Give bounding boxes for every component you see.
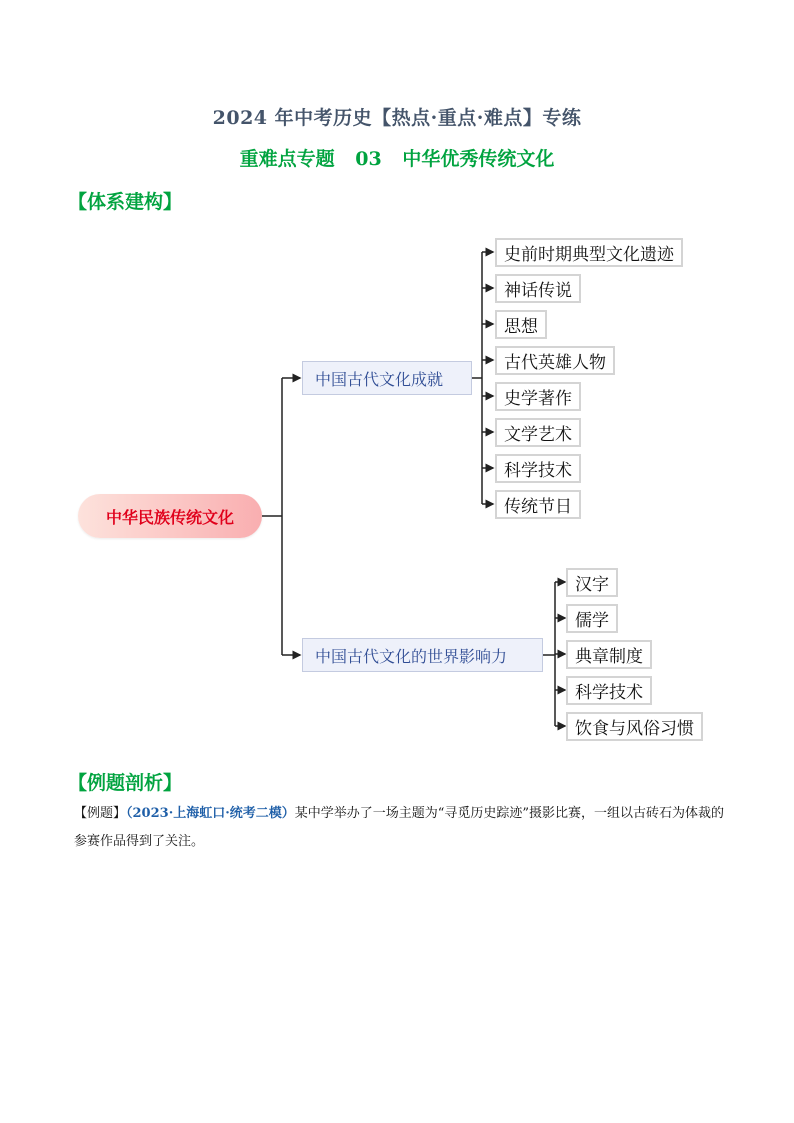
mindmap-leaf: 史前时期典型文化遗迹 bbox=[495, 238, 683, 267]
section-heading-structure: 【体系建构】 bbox=[68, 191, 183, 213]
mindmap-root-node: 中华民族传统文化 bbox=[78, 494, 262, 538]
mindmap-branch-achievements: 中国古代文化成就 bbox=[302, 361, 472, 395]
example-paragraph bbox=[74, 800, 734, 856]
mindmap-leaf: 饮食与风俗习惯 bbox=[566, 712, 703, 741]
mindmap-leaf: 儒学 bbox=[566, 604, 618, 633]
topic-subtitle: 重难点专题 03 中华优秀传统文化 bbox=[239, 148, 555, 170]
section-heading-examples: 【例题剖析】 bbox=[68, 772, 183, 794]
mindmap-leaf: 科学技术 bbox=[566, 676, 652, 705]
mindmap-leaf: 科学技术 bbox=[495, 454, 581, 483]
mindmap-leaf: 史学著作 bbox=[495, 382, 581, 411]
example-tag: 【例题】 bbox=[74, 806, 127, 821]
example-text: 某中学举办了一场主题为“寻觅历史踪迹”摄影比赛，一组以古砖石为体裁的参赛作品得到了关注。 bbox=[74, 806, 725, 849]
mindmap-branch-world-influence: 中国古代文化的世界影响力 bbox=[302, 638, 543, 672]
mindmap-leaf: 汉字 bbox=[566, 568, 618, 597]
example-source: （2023·上海虹口·统考二模） bbox=[126, 806, 295, 821]
mindmap-leaf: 思想 bbox=[495, 310, 547, 339]
document-title: 2024 年中考历史【热点·重点·难点】专练 bbox=[212, 107, 582, 129]
mindmap-leaf: 传统节日 bbox=[495, 490, 581, 519]
mindmap-leaf: 文学艺术 bbox=[495, 418, 581, 447]
mindmap-leaf: 古代英雄人物 bbox=[495, 346, 615, 375]
mindmap-leaf: 神话传说 bbox=[495, 274, 581, 303]
mindmap-leaf: 典章制度 bbox=[566, 640, 652, 669]
